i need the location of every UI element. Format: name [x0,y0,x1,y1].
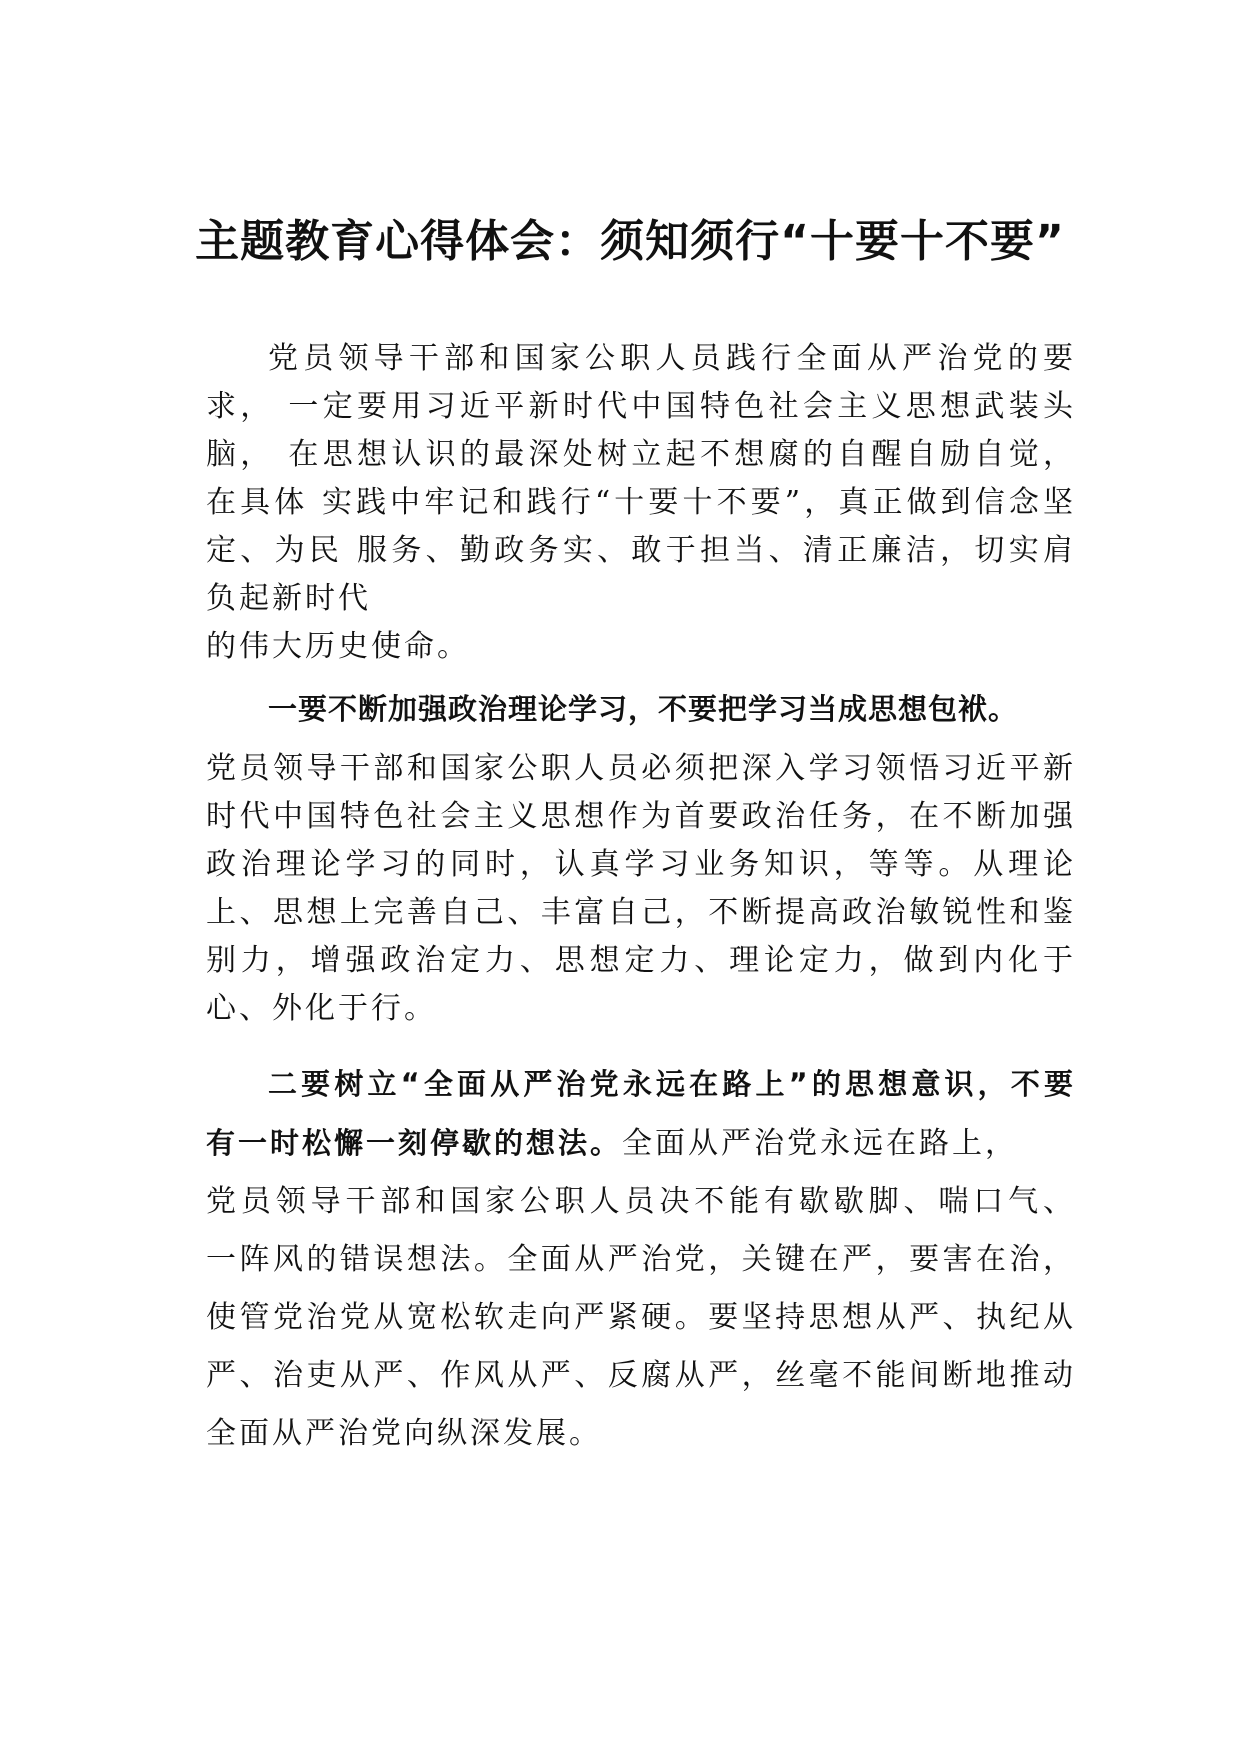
intro-paragraph: 党员领导干部和国家公职人员践行全面从严治党的要求， 一定要用习近平新时代中国特色社会主义思想武装头脑， 在思想认识的最深处树立起不想腐的自醒自励自觉，在具体 实践中牢记和践行“十要十不要”，真正做到信念坚定、为民 服务、勤政务实、敢于担当、清正廉洁，切实肩负起新时代 [206,341,1076,616]
section-2-paragraph [206,1055,1076,1173]
document-body [206,335,1076,1463]
section-2-heading: 二要树立“全面从严治党永远在路上”的思想意识，不要有一时松懈一刻停歇的想法。 [206,1067,1076,1160]
document-title: 主题教育心得体会：须知须行“十要十不要” [195,216,1065,267]
section-2-paragraph-continued: 党员领导干部和国家公职人员决不能有歇歇脚、喘口气、 一阵风的错误想法。全面从严治党，关键在严，要害在治，使管党治党从宽松软走向严紧硬。要坚持思想从严、执纪从严、治吏从严、作风从严、反腐从严，丝毫不能间断地推动全面从严治党向纵深发展。 [206,1184,1076,1451]
section-1-heading: 一要不断加强政治理论学习，不要把学习当成思想包袱。 [268,692,1019,726]
intro-paragraph-tail: 的伟大历史使命。 [206,629,470,664]
section-1-paragraph: 党员领导干部和国家公职人员必须把深入学习领悟习近平新时代中国特色社会主义思想作为首要政治任务，在不断加强政治理论学习的同时，认真学习业务知识，等等。从理论上、思想上完善自己、丰富自己，不断提高政治敏锐性和鉴别力，增强政治定力、思想定力、理论定力，做到内化于心、外化于行。 [206,751,1076,1026]
section-2-lead: 全面从严治党永远在路上， [622,1126,1019,1161]
